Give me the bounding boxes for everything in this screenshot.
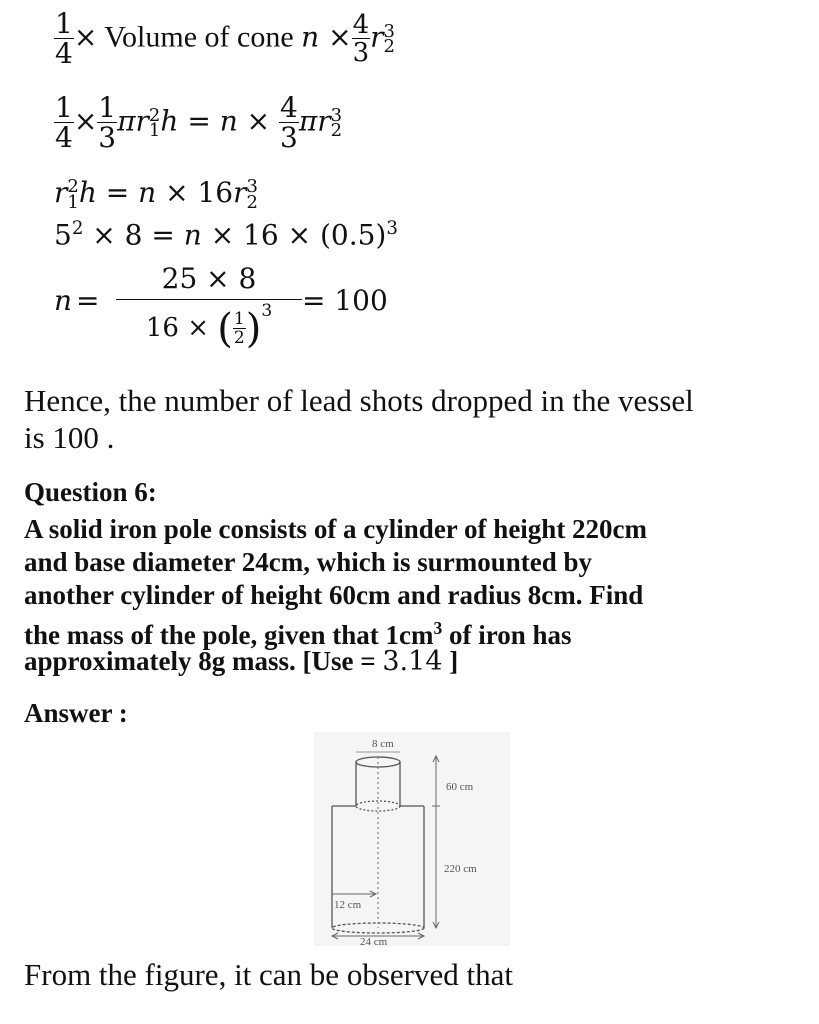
label-8cm: 8 cm <box>372 738 394 750</box>
radius-dimension <box>332 891 376 897</box>
equation-line-3: r 2 1 h = n × 16r 3 2 <box>54 176 258 213</box>
fraction-four-thirds: $\frac{4}{3}$ <box>352 10 370 68</box>
label-60cm: 60 cm <box>446 781 474 793</box>
closing-text: From the figure, it can be observed that <box>24 957 513 992</box>
pole-diagram <box>314 732 510 946</box>
equation-line-1: $\frac{1}{4}$ × Volume of cone n × $\frac{4}{3}$ r 3 2 <box>55 7 395 70</box>
question-title: Question 6: <box>24 477 157 507</box>
hence-line-2: is 100 . <box>24 420 115 455</box>
answer-label: Answer : <box>24 698 128 728</box>
question-line-1: A solid iron pole consists of a cylinder of height 220cm <box>24 514 648 544</box>
question-line-3: another cylinder of height 60cm and radius 8cm. Find <box>24 580 644 610</box>
pole-figure <box>314 732 510 946</box>
question-line-2: and base diameter 24cm, which is surmounted by <box>24 547 593 577</box>
label-12cm: 12 cm <box>334 899 362 911</box>
hence-line-1: Hence, the number of lead shots dropped in the vessel <box>24 383 694 418</box>
label-220cm: 220 cm <box>444 863 477 875</box>
question-line-4: the mass of the pole, given that $1cm^3$ of iron has <box>24 618 572 650</box>
equation-line-4: $5^2 \times 8 = n \times 16 \times (0.5)^3$ <box>54 218 398 252</box>
fraction-one-quarter: $\frac{1}{4}$ <box>55 7 73 70</box>
right-dimension <box>432 756 440 928</box>
question-line-5: approximately 8g mass. [Use = 3.14 ] <box>24 646 459 677</box>
equation-line-2: $\frac{1}{4}$ × $\frac{1}{3}$ πr 2 1 h = n × $\frac{4}{3}$ πr 3 2 <box>55 91 343 154</box>
label-24cm: 24 cm <box>360 936 388 946</box>
fraction-main: 25 × 8 16 × ( $\frac{1}{2}$ )$^3$ <box>116 262 302 352</box>
